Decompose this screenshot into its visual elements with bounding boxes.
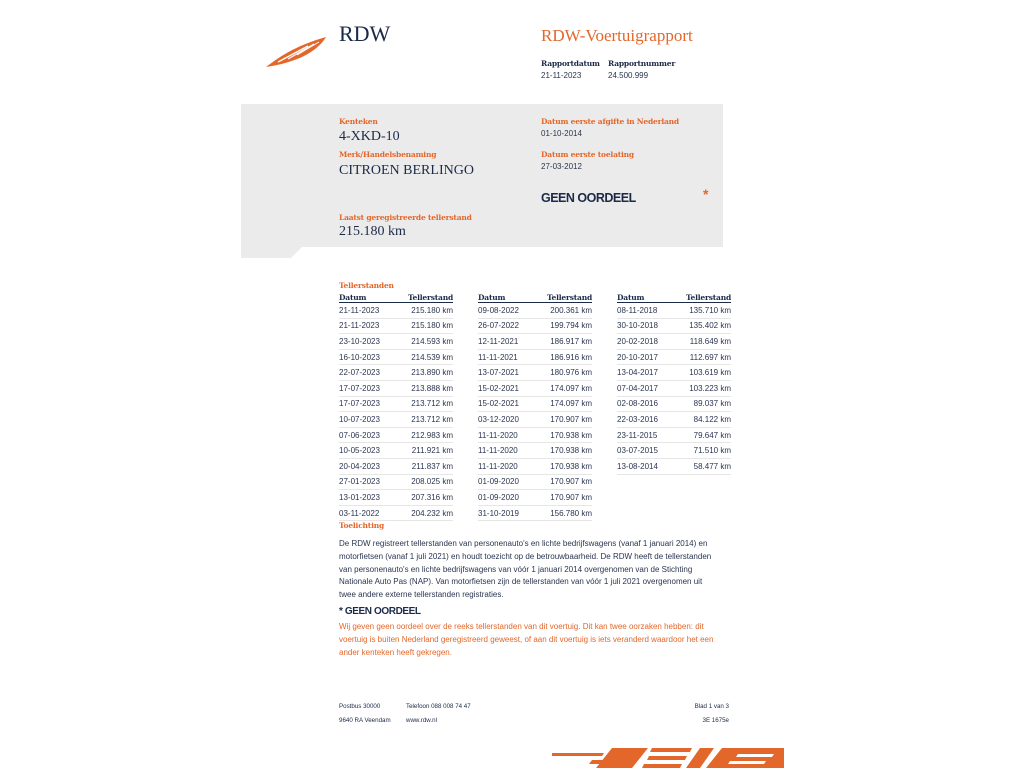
table-row	[617, 365, 731, 381]
reading-value: 71.510 km	[685, 443, 731, 459]
verdict-line: Wij geven geen oordeel over de reeks tellerstanden van dit voertuig. Dit kan twee oorzaken hebben: dit	[339, 622, 704, 631]
table-row	[617, 380, 731, 396]
table-row	[339, 349, 453, 365]
table-row	[339, 396, 453, 412]
report-number-value: 24.500.999	[608, 71, 649, 80]
table-row	[617, 443, 731, 459]
table-row	[339, 380, 453, 396]
table-row	[478, 334, 592, 350]
first-nl-value: 01-10-2014	[541, 129, 582, 138]
table-row	[617, 349, 731, 365]
table-row	[478, 490, 592, 506]
table-row	[617, 396, 731, 412]
reading-date: 15-02-2021	[478, 380, 546, 396]
plate-value: 4-XKD-10	[339, 129, 400, 144]
col-value-header: Tellerstand	[547, 292, 592, 302]
explanation-text	[339, 538, 739, 602]
reading-value: 215.180 km	[407, 303, 453, 319]
table-row	[339, 505, 453, 521]
col-date-header: Datum	[478, 292, 546, 303]
reading-date: 27-01-2023	[339, 474, 407, 490]
reading-date: 13-08-2014	[617, 458, 685, 474]
footer-web[interactable]: www.rdw.nl	[406, 717, 437, 724]
reading-value: 204.232 km	[407, 505, 453, 521]
reading-date: 11-11-2020	[478, 427, 546, 443]
reading-value: 213.712 km	[407, 396, 453, 412]
readings-table-1	[339, 292, 453, 521]
table-row	[478, 365, 592, 381]
reading-date: 21-11-2023	[339, 303, 407, 319]
table-row	[478, 396, 592, 412]
reading-date: 07-06-2023	[339, 427, 407, 443]
reading-value: 170.907 km	[546, 490, 592, 506]
reading-value: 215.180 km	[407, 318, 453, 334]
last-reading-label: Laatst geregistreerde tellerstand	[339, 213, 472, 222]
reading-value: 170.938 km	[546, 427, 592, 443]
reading-date: 31-10-2019	[478, 505, 546, 521]
table-row	[617, 412, 731, 428]
reading-date: 22-03-2016	[617, 412, 685, 428]
panel-notch	[241, 246, 303, 258]
verdict-line: voertuig is buiten Nederland geregistreerd geweest, of aan dit voertuig is iets veranderd waardoor het een	[339, 634, 714, 644]
col-date-header: Datum	[339, 292, 407, 303]
table-row	[339, 303, 453, 319]
reading-date: 23-11-2015	[617, 427, 685, 443]
reading-value: 174.097 km	[546, 396, 592, 412]
reading-value: 214.593 km	[407, 334, 453, 350]
table-row	[339, 334, 453, 350]
reading-date: 20-04-2023	[339, 458, 407, 474]
table-row	[617, 334, 731, 350]
reading-date: 10-07-2023	[339, 412, 407, 428]
table-row	[339, 474, 453, 490]
reading-value: 84.122 km	[685, 412, 731, 428]
verdict-asterisk: *	[703, 186, 709, 202]
explanation-line: van personenauto's en lichte bedrijfswagens van vóór 1 januari 2014 overgenomen van de Stichting	[339, 564, 693, 574]
explanation-line: motorfietsen (vanaf 1 juli 2021) en houdt toezicht op de betrouwbaarheid. De RDW heeft de tellerstanden	[339, 551, 712, 561]
reading-date: 13-04-2017	[617, 365, 685, 381]
reading-value: 200.361 km	[546, 303, 592, 319]
readings-title: Tellerstanden	[339, 281, 394, 290]
reading-value: 208.025 km	[407, 474, 453, 490]
reading-date: 15-02-2021	[478, 396, 546, 412]
verdict-line: ander kenteken heeft gekregen.	[339, 647, 452, 657]
table-row	[617, 318, 731, 334]
report-title: RDW-Voertuigrapport	[541, 26, 693, 45]
reading-value: 170.938 km	[546, 458, 592, 474]
reading-value: 170.907 km	[546, 474, 592, 490]
reading-date: 16-10-2023	[339, 349, 407, 365]
table-row	[478, 318, 592, 334]
reading-date: 08-11-2018	[617, 303, 685, 319]
footer-postbus: Postbus 30000	[339, 703, 381, 710]
reading-date: 09-08-2022	[478, 303, 546, 319]
reading-date: 17-07-2023	[339, 396, 407, 412]
reading-value: 103.223 km	[685, 380, 731, 396]
table-row	[339, 318, 453, 334]
reading-value: 186.916 km	[546, 349, 592, 365]
rdw-wing-logo-icon	[264, 34, 330, 70]
reading-value: 112.697 km	[685, 349, 731, 365]
reading-date: 17-07-2023	[339, 380, 407, 396]
reading-date: 07-04-2017	[617, 380, 685, 396]
first-nl-label: Datum eerste afgifte in Nederland	[541, 117, 679, 126]
verdict-heading: * GEEN OORDEEL	[339, 606, 421, 617]
report-number-label: Rapportnummer	[608, 59, 676, 68]
reading-value: 135.710 km	[685, 303, 731, 319]
reading-date: 01-09-2020	[478, 490, 546, 506]
reading-date: 01-09-2020	[478, 474, 546, 490]
reading-value: 180.976 km	[546, 365, 592, 381]
last-reading-value: 215.180 km	[339, 224, 406, 239]
reading-value: 89.037 km	[685, 396, 731, 412]
table-row	[478, 458, 592, 474]
table-row	[478, 380, 592, 396]
reading-date: 11-11-2020	[478, 443, 546, 459]
table-row	[478, 505, 592, 521]
readings-table-3	[617, 292, 731, 475]
explanation-title: Toelichting	[339, 521, 385, 530]
table-row	[478, 303, 592, 319]
report-date-label: Rapportdatum	[541, 59, 600, 68]
reading-date: 11-11-2020	[478, 458, 546, 474]
reading-value: 211.837 km	[407, 458, 453, 474]
table-row	[339, 427, 453, 443]
reading-date: 13-07-2021	[478, 365, 546, 381]
table-row	[478, 474, 592, 490]
table-row	[617, 303, 731, 319]
verdict-explanation	[339, 621, 739, 659]
make-value: CITROEN BERLINGO	[339, 163, 474, 178]
reading-value: 212.983 km	[407, 427, 453, 443]
reading-value: 118.649 km	[685, 334, 731, 350]
explanation-line: twee andere externe tellerstanden registraties.	[339, 590, 504, 600]
table-row	[478, 427, 592, 443]
reading-date: 03-07-2015	[617, 443, 685, 459]
reading-value: 170.907 km	[546, 412, 592, 428]
decorative-stripes-icon	[552, 744, 784, 768]
reading-value: 213.712 km	[407, 412, 453, 428]
reading-value: 213.888 km	[407, 380, 453, 396]
table-row	[339, 490, 453, 506]
col-date-header: Datum	[617, 292, 685, 303]
explanation-line: De RDW registreert tellerstanden van personenauto's en lichte bedrijfswagens (vanaf 1 januari 2014) en	[339, 539, 708, 548]
table-row	[339, 365, 453, 381]
reading-date: 26-07-2022	[478, 318, 546, 334]
reading-value: 58.477 km	[685, 458, 731, 474]
reading-value: 213.890 km	[407, 365, 453, 381]
table-row	[478, 443, 592, 459]
footer-phone: Telefoon 088 008 74 47	[406, 703, 471, 710]
reading-value: 103.619 km	[685, 365, 731, 381]
reading-date: 20-10-2017	[617, 349, 685, 365]
reading-date: 30-10-2018	[617, 318, 685, 334]
reading-date: 20-02-2018	[617, 334, 685, 350]
brand-name: RDW	[339, 21, 391, 46]
reading-date: 12-11-2021	[478, 334, 546, 350]
reading-date: 03-11-2022	[339, 505, 407, 521]
reading-date: 02-08-2016	[617, 396, 685, 412]
reading-date: 22-07-2023	[339, 365, 407, 381]
reading-value: 174.097 km	[546, 380, 592, 396]
reading-value: 199.794 km	[546, 318, 592, 334]
footer-city: 9640 RA Veendam	[339, 717, 391, 724]
table-row	[339, 458, 453, 474]
reading-value: 214.539 km	[407, 349, 453, 365]
table-row	[478, 349, 592, 365]
first-admission-label: Datum eerste toelating	[541, 150, 634, 159]
col-value-header: Tellerstand	[408, 292, 453, 302]
reading-value: 79.647 km	[685, 427, 731, 443]
reading-value: 135.402 km	[685, 318, 731, 334]
reading-date: 11-11-2021	[478, 349, 546, 365]
verdict-value: GEEN OORDEEL	[541, 191, 636, 205]
explanation-line: Nationale Auto Pas (NAP). Van motorfietsen zijn de tellerstanden van vóór 1 juli 2021 overgenomen uit	[339, 577, 703, 587]
footer-code: 3E 1675e	[702, 717, 729, 724]
reading-date: 03-12-2020	[478, 412, 546, 428]
reading-date: 21-11-2023	[339, 318, 407, 334]
table-row	[339, 443, 453, 459]
reading-date: 13-01-2023	[339, 490, 407, 506]
table-row	[339, 412, 453, 428]
reading-date: 23-10-2023	[339, 334, 407, 350]
table-row	[617, 458, 731, 474]
reading-value: 156.780 km	[546, 505, 592, 521]
first-admission-value: 27-03-2012	[541, 162, 582, 171]
reading-value: 186.917 km	[546, 334, 592, 350]
reading-date: 10-05-2023	[339, 443, 407, 459]
reading-value: 170.938 km	[546, 443, 592, 459]
report-date-value: 21-11-2023	[541, 71, 582, 80]
reading-value: 211.921 km	[407, 443, 453, 459]
table-row	[478, 412, 592, 428]
col-value-header: Tellerstand	[686, 292, 731, 302]
make-label: Merk/Handelsbenaming	[339, 150, 437, 159]
reading-value: 207.316 km	[407, 490, 453, 506]
plate-label: Kenteken	[339, 117, 378, 126]
table-row	[617, 427, 731, 443]
footer-page: Blad 1 van 3	[694, 703, 729, 710]
readings-table-2	[478, 292, 592, 521]
